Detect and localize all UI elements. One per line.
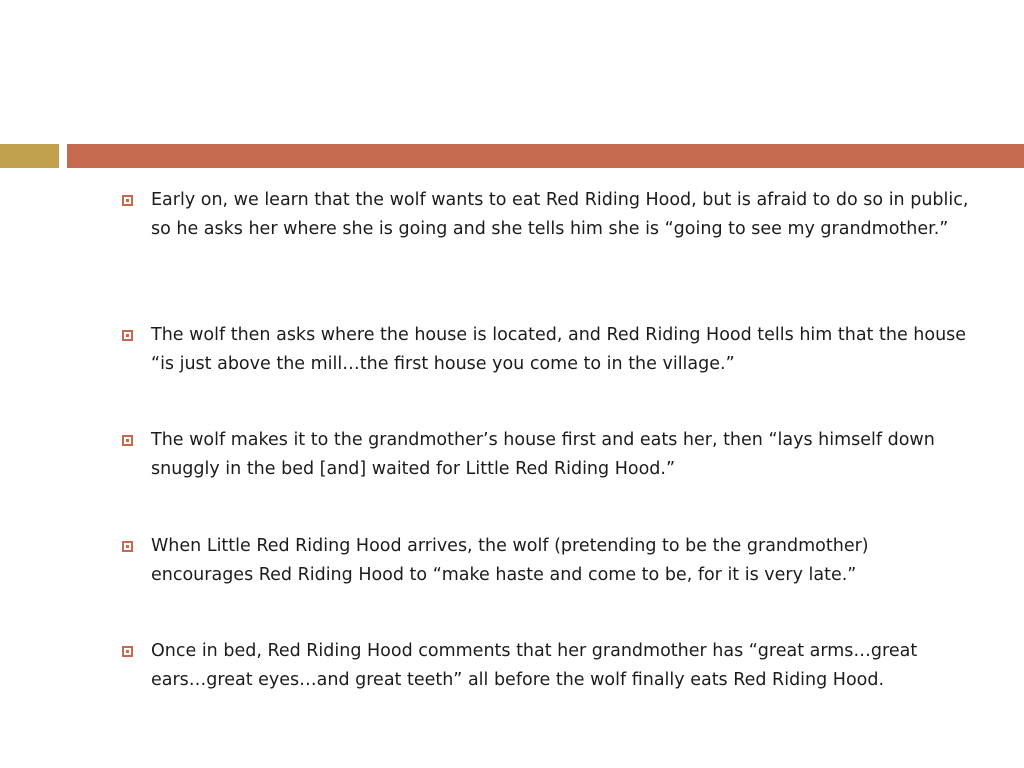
title-band-gold-accent	[0, 144, 59, 168]
bullet-text: When Little Red Riding Hood arrives, the wolf (pretending to be the grandmother) encourages Red Riding Hood to “make haste and come to be, for it is very late.”	[151, 536, 869, 585]
hollow-square-bullet-icon	[122, 195, 133, 206]
bullet-text: Once in bed, Red Riding Hood comments that her grandmother has “great arms…great ears…great eyes…and great teeth” all before the wolf finally eats Red Riding Hood.	[151, 641, 918, 690]
title-band-rust-accent	[67, 144, 1024, 168]
bullet-text: Early on, we learn that the wolf wants to eat Red Riding Hood, but is afraid to do so in public, so he asks her where she is going and she tells him she is “going to see my grandmother.”	[151, 190, 969, 239]
hollow-square-bullet-icon	[122, 646, 133, 657]
bullet-text: The wolf makes it to the grandmother’s house first and eats her, then “lays himself down snuggly in the bed [and] waited for Little Red Riding Hood.”	[151, 430, 935, 479]
hollow-square-bullet-icon	[122, 541, 133, 552]
hollow-square-bullet-icon	[122, 435, 133, 446]
bullet-text: The wolf then asks where the house is located, and Red Riding Hood tells him that the house “is just above the mill…the first house you come to in the village.”	[151, 325, 967, 374]
hollow-square-bullet-icon	[122, 330, 133, 341]
